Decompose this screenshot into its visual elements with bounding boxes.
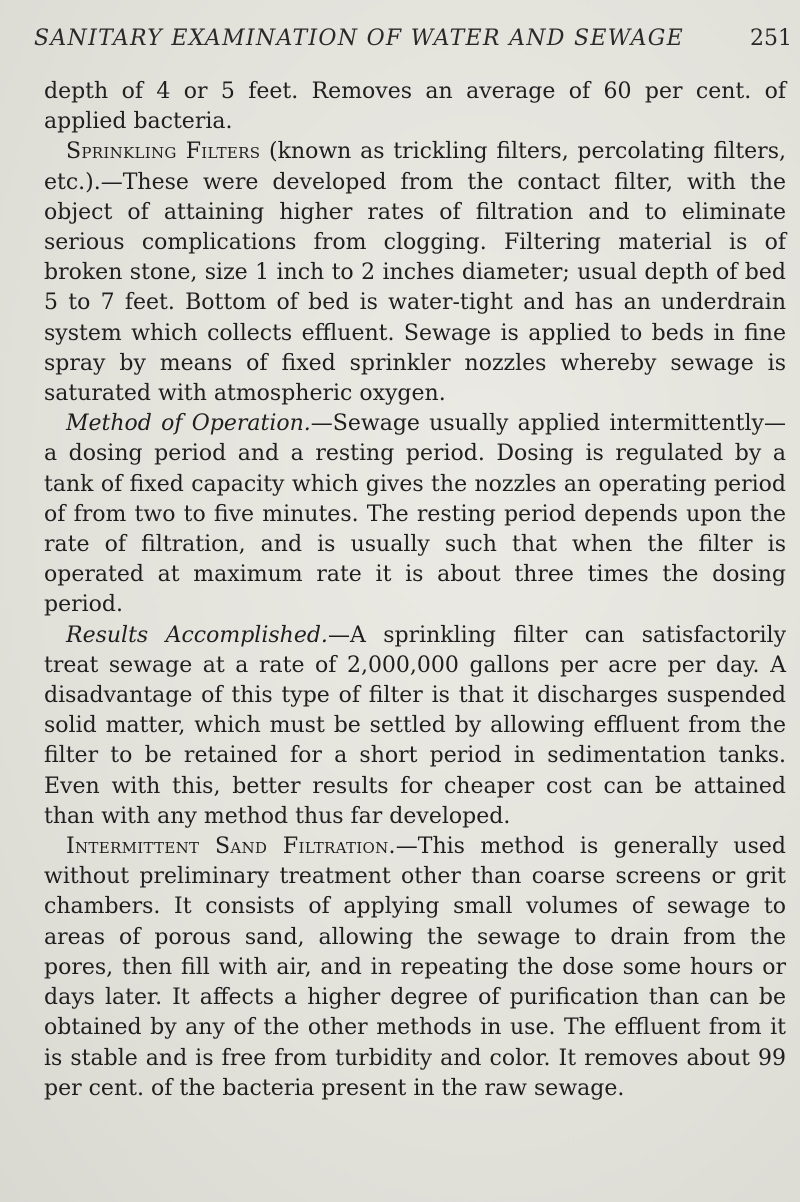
section-heading: Results Accomplished. [66, 622, 328, 648]
paragraph-results-accomplished [44, 621, 786, 832]
section-heading: Intermittent Sand Filtration. [66, 834, 396, 860]
running-head [34, 26, 794, 66]
paragraph-text: —Sewage usually applied intermittently—a dosing period and a resting period. Dosing is regulated by a tank of fixed capacity which gives the nozzles an operating period of from two to five minutes. The resting period depends upon the rate of filtration, and is usually such that when the filter is operated at maximum rate it is about three times the dosing period. [44, 411, 786, 618]
paragraph-intermittent-sand-filtration [44, 832, 786, 1104]
paragraph-continuation [44, 77, 786, 137]
page-number: 251 [750, 26, 792, 51]
paragraph-text: —This method is generally used without preliminary treatment other than coarse screens or grit chambers. It consists of applying small volumes of sewage to areas of porous sand, allowing the sewage to drain from the pores, then fill with air, and in repeating the dose some hours or days later. It affects a higher degree of purification than can be obtained by any of the other methods in use. The effluent from it is stable and is free from turbidity and color. It removes about 99 per cent. of the bacteria present in the raw sewage. [44, 834, 786, 1101]
paragraph-text: depth of 4 or 5 feet. Removes an average of 60 per cent. of applied bacteria. [44, 79, 786, 135]
body-text [44, 77, 786, 1104]
paragraph-sprinkling-filters [44, 137, 786, 409]
paragraph-method-of-operation [44, 409, 786, 620]
paragraph-text: (known as trickling filters, percolating filters, etc.).—These were developed from the contact filter, with the object of attaining higher rates of filtration and to eliminate serious complications from clogging. Filtering material is of broken stone, size 1 inch to 2 inches diameter; usual depth of bed 5 to 7 feet. Bottom of bed is water-tight and has an underdrain system which collects effluent. Sewage is applied to beds in fine spray by means of fixed sprinkler nozzles whereby sewage is saturated with atmospheric oxygen. [44, 139, 786, 407]
paragraph-text: —A sprinkling filter can satisfactorily treat sewage at a rate of 2,000,000 gallons per acre per day. A disadvantage of this type of filter is that it discharges suspended solid matter, which must be settled by allowing effluent from the filter to be retained for a short period in sedimentation tanks. Even with this, better results for cheaper cost can be attained than with any method thus far developed. [44, 622, 786, 829]
section-heading: Method of Operation. [66, 411, 311, 437]
running-title: SANITARY EXAMINATION OF WATER AND SEWAGE [34, 26, 685, 51]
section-heading: Sprinkling Filters [66, 139, 261, 165]
